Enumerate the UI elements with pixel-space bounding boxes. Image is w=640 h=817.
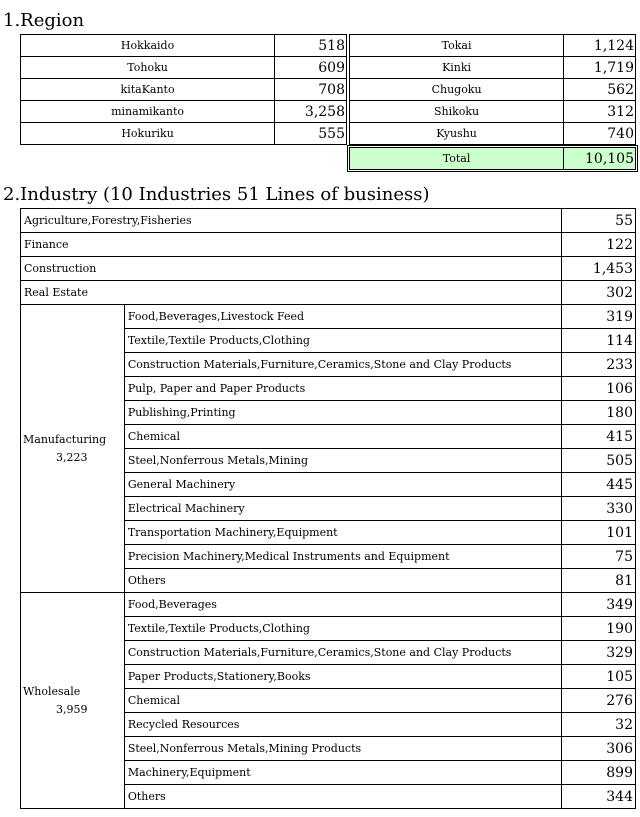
line-value: 105: [562, 665, 636, 689]
line-value: 190: [562, 617, 636, 641]
group-count: 3,223: [56, 450, 88, 464]
line-value: 505: [562, 449, 636, 473]
group-name: Wholesale: [23, 684, 81, 698]
region-value: 555: [275, 123, 347, 145]
line-name: Textile,Textile Products,Clothing: [124, 617, 561, 641]
line-value: 344: [562, 785, 636, 809]
region-heading: 1.Region: [3, 10, 85, 31]
line-name: Construction Materials,Furniture,Ceramics,Stone and Clay Products: [124, 641, 561, 665]
line-name: Precision Machinery,Medical Instruments and Equipment: [124, 545, 561, 569]
region-row: [350, 35, 636, 57]
region-name: Tokai: [350, 35, 564, 57]
region-row: [21, 35, 347, 57]
region-name: Hokuriku: [21, 123, 275, 145]
region-row: [350, 123, 636, 145]
line-name: Machinery,Equipment: [124, 761, 561, 785]
line-value: 445: [562, 473, 636, 497]
industry-name: Finance: [21, 233, 562, 257]
industry-value: 302: [562, 281, 636, 305]
line-name: Construction Materials,Furniture,Ceramics,Stone and Clay Products: [124, 353, 561, 377]
industry-name: Real Estate: [21, 281, 562, 305]
manufacturing-group: [21, 305, 125, 593]
total-value: 10,105: [564, 148, 636, 170]
region-value: 609: [275, 57, 347, 79]
region-value: 312: [564, 101, 636, 123]
line-value: 329: [562, 641, 636, 665]
region-value: 740: [564, 123, 636, 145]
line-name: Steel,Nonferrous Metals,Mining Products: [124, 737, 561, 761]
industry-row: [21, 233, 636, 257]
line-name: Electrical Machinery: [124, 497, 561, 521]
line-name: Textile,Textile Products,Clothing: [124, 329, 561, 353]
total-row: [350, 148, 636, 170]
line-name: Pulp, Paper and Paper Products: [124, 377, 561, 401]
group-name: Manufacturing: [23, 432, 107, 446]
region-total-table: [349, 147, 636, 170]
line-row: [21, 305, 636, 329]
region-row: [21, 57, 347, 79]
region-value: 3,258: [275, 101, 347, 123]
line-name: Others: [124, 785, 561, 809]
industry-row: [21, 257, 636, 281]
line-row: [21, 593, 636, 617]
region-name: Hokkaido: [21, 35, 275, 57]
region-row: [350, 79, 636, 101]
region-value: 1,124: [564, 35, 636, 57]
line-name: Chemical: [124, 689, 561, 713]
region-table-left: [20, 34, 347, 145]
line-name: Recycled Resources: [124, 713, 561, 737]
total-label: Total: [350, 148, 564, 170]
line-value: 319: [562, 305, 636, 329]
line-value: 75: [562, 545, 636, 569]
industry-value: 122: [562, 233, 636, 257]
region-value: 518: [275, 35, 347, 57]
industry-table: [20, 208, 636, 809]
industry-value: 1,453: [562, 257, 636, 281]
region-row: [350, 57, 636, 79]
industry-name: Agriculture,Forestry,Fisheries: [21, 209, 562, 233]
region-value: 1,719: [564, 57, 636, 79]
region-row: [21, 123, 347, 145]
line-value: 32: [562, 713, 636, 737]
line-value: 81: [562, 569, 636, 593]
region-name: Chugoku: [350, 79, 564, 101]
region-name: Kinki: [350, 57, 564, 79]
region-row: [21, 79, 347, 101]
group-count: 3,959: [56, 702, 88, 716]
line-name: Steel,Nonferrous Metals,Mining: [124, 449, 561, 473]
line-name: Paper Products,Stationery,Books: [124, 665, 561, 689]
line-name: General Machinery: [124, 473, 561, 497]
line-name: Publishing,Printing: [124, 401, 561, 425]
industry-value: 55: [562, 209, 636, 233]
region-row: [21, 101, 347, 123]
region-value: 562: [564, 79, 636, 101]
line-value: 330: [562, 497, 636, 521]
line-name: Transportation Machinery,Equipment: [124, 521, 561, 545]
industry-row: [21, 281, 636, 305]
region-name: Tohoku: [21, 57, 275, 79]
line-value: 306: [562, 737, 636, 761]
line-value: 276: [562, 689, 636, 713]
line-value: 349: [562, 593, 636, 617]
line-value: 899: [562, 761, 636, 785]
region-name: kitaKanto: [21, 79, 275, 101]
industry-heading: 2.Industry (10 Industries 51 Lines of business): [3, 184, 430, 205]
line-value: 114: [562, 329, 636, 353]
region-name: Shikoku: [350, 101, 564, 123]
line-value: 415: [562, 425, 636, 449]
region-name: Kyushu: [350, 123, 564, 145]
line-name: Food,Beverages,Livestock Feed: [124, 305, 561, 329]
wholesale-group: [21, 593, 125, 809]
industry-row: [21, 209, 636, 233]
line-value: 180: [562, 401, 636, 425]
region-row: [350, 101, 636, 123]
industry-name: Construction: [21, 257, 562, 281]
line-name: Chemical: [124, 425, 561, 449]
region-table-right: [349, 34, 636, 145]
region-name: minamikanto: [21, 101, 275, 123]
line-name: Food,Beverages: [124, 593, 561, 617]
region-value: 708: [275, 79, 347, 101]
line-value: 101: [562, 521, 636, 545]
line-value: 233: [562, 353, 636, 377]
line-value: 106: [562, 377, 636, 401]
line-name: Others: [124, 569, 561, 593]
